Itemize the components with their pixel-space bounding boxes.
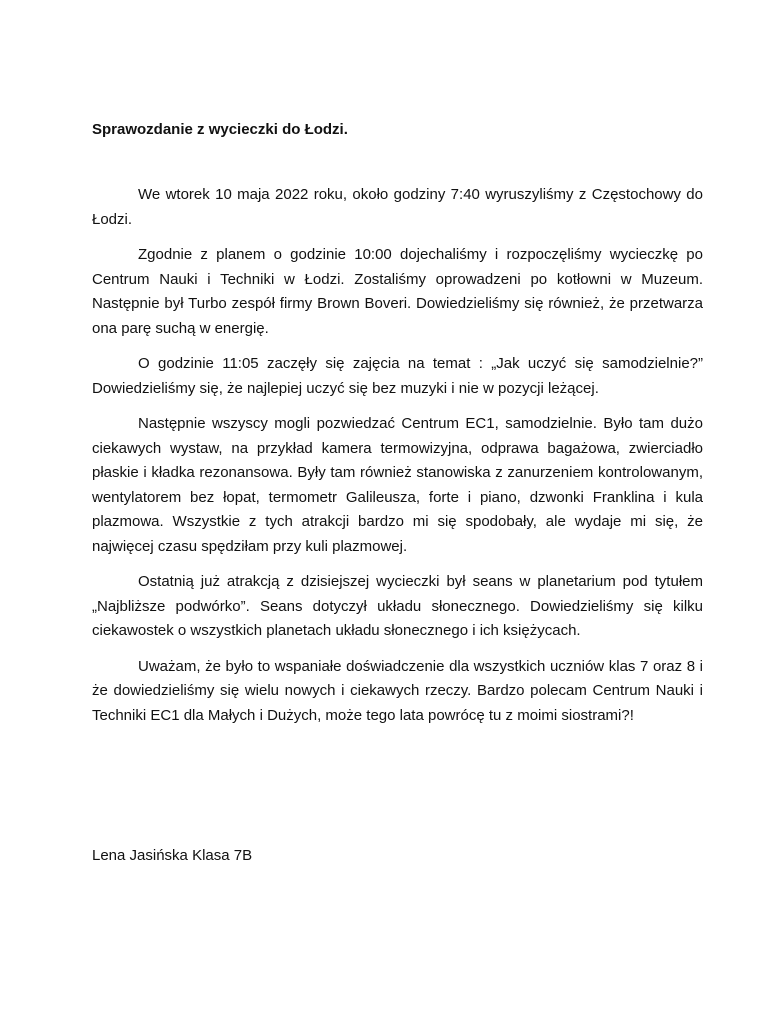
paragraph-conclusion: Uważam, że było to wspaniałe doświadczenie dla wszystkich uczniów klas 7 oraz 8 i że dowiedzieliśmy się wielu nowych i ciekawych rzeczy. Bardzo polecam Centrum Nauki i Techniki EC1 dla Małych i Dużych, może tego lata powrócę tu z moimi siostrami?!: [92, 657, 703, 724]
paragraph-planetarium: Ostatnią już atrakcją z dzisiejszej wycieczki był seans w planetarium pod tytułem „Najbliższe podwórko”. Seans dotyczył układu słonecznego. Dowiedzieliśmy się kilku ciekawostek o wszystkich planetach układu słonecznego i ich księżycach.: [92, 573, 703, 639]
author-signature: Lena Jasińska Klasa 7B: [92, 847, 253, 864]
paragraph-workshop: O godzinie 11:05 zaczęły się zajęcia na temat : „Jak uczyć się samodzielnie?” Dowiedzieliśmy się, że najlepiej uczyć się bez muzyki i nie w pozycji leżącej.: [92, 355, 703, 397]
paragraph-exhibitions: Następnie wszyscy mogli pozwiedzać Centrum EC1, samodzielnie. Było tam dużo ciekawych wystaw, na przykład kamera termowizyjna, odprawa bagażowa, zwierciadło płaskie i kładka rezonansowa. Były tam również stanowiska z zanurzeniem kontrolowanym, wentylatorem bez łopat, termometr Galileusza, forte i piano, dzwonki Franklina i kula plazmowa. Wszystkie z tych atrakcji bardzo mi się spodobały, ale wydaje mi się, że najwięcej czasu spędziłam przy kuli plazmowej.: [92, 415, 703, 555]
paragraph-museum-tour: Zgodnie z planem o godzinie 10:00 dojechaliśmy i rozpoczęliśmy wycieczkę po Centrum Nauki i Techniki w Łodzi. Zostaliśmy oprowadzeni po kotłowni w Muzeum. Następnie był Turbo zespół firmy Brown Boveri. Dowiedzieliśmy się również, że przetwarza ona parę suchą w energię.: [92, 246, 703, 337]
document-body: [92, 183, 703, 739]
paragraph-departure: We wtorek 10 maja 2022 roku, około godziny 7:40 wyruszyliśmy z Częstochowy do Łodzi.: [92, 186, 703, 228]
document-title: Sprawozdanie z wycieczki do Łodzi.: [92, 121, 348, 138]
